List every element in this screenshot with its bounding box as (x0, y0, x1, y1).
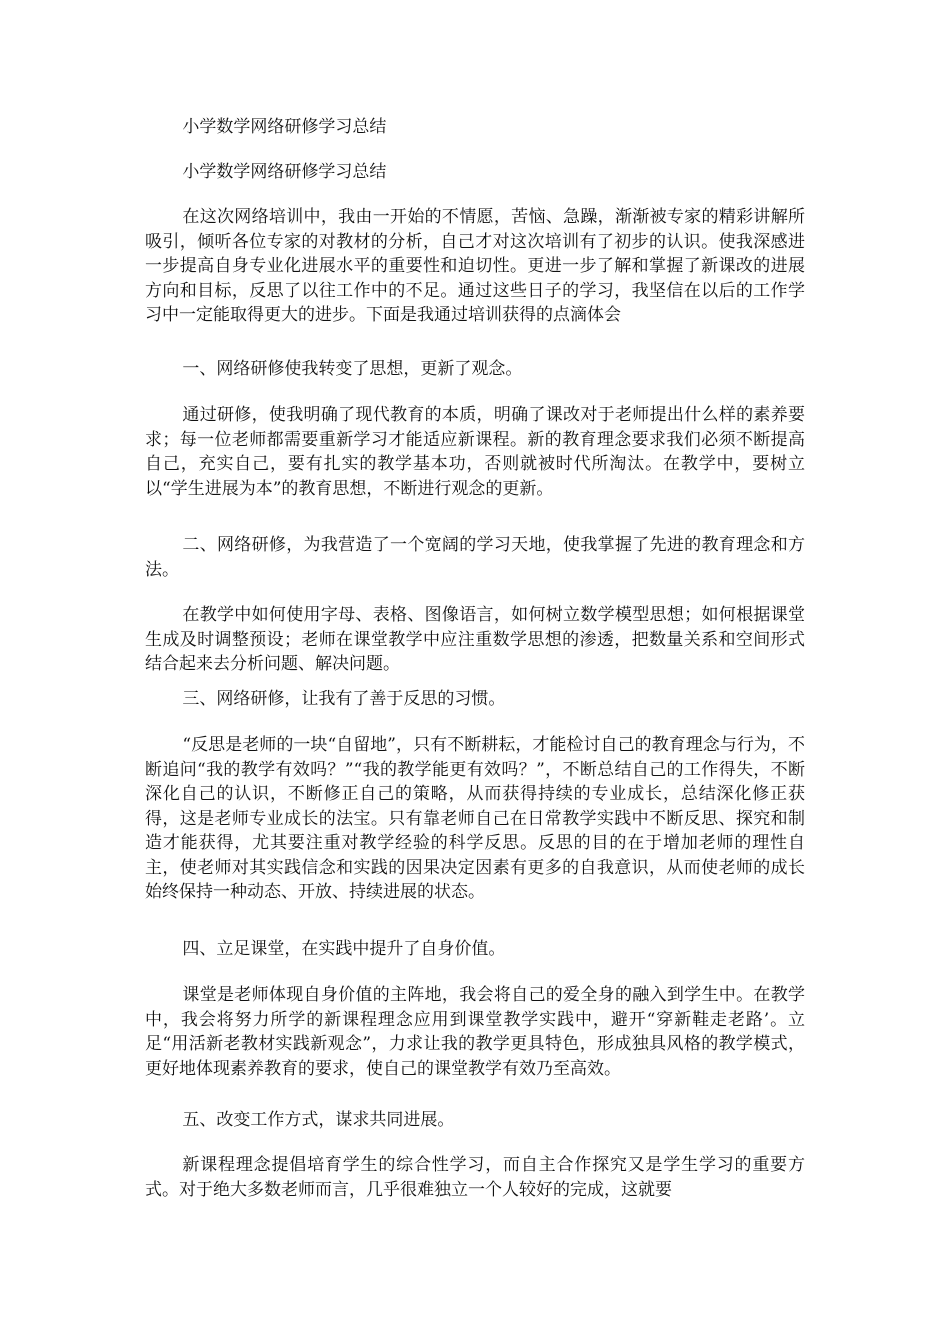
section-heading-2: 二、网络研修，为我营造了一个宽阔的学习天地，使我掌握了先进的教育理念和方法。 (145, 535, 805, 580)
section-heading-3: 三、网络研修，让我有了善于反思的习惯。 (182, 689, 506, 709)
document-subtitle: 小学数学网络研修学习总结 (182, 162, 387, 182)
paragraph-intro: 在这次网络培训中，我由一开始的不情愿，苦恼、急躁，渐渐被专家的精彩讲解所吸引，倾听各位专家的对教材的分析，自己才对这次培训有了初步的认识。使我深感进一步提高自身专业化进展水平的重要性和迫切性。更进一步了解和掌握了新课改的进展方向和目标，反思了以往工作中的不足。通过这些日子的学习，我坚信在以后的工作学习中一定能取得更大的进步。下面是我通过培训获得的点滴体会 (145, 207, 805, 325)
document-title: 小学数学网络研修学习总结 (182, 117, 387, 137)
section-heading-4: 四、立足课堂，在实践中提升了自身价值。 (182, 939, 506, 959)
paragraph-section-4: 课堂是老师体现自身价值的主阵地，我会将自己的爱全身的融入到学生中。在教学中，我会将努力所学的新课程理念应用到课堂教学实践中，避开“穿新鞋走老路’。立足“用活新老教材实践新观念”，力求让我的教学更具特色，形成独具风格的教学模式，更好地体现素养教育的要求，使自己的课堂教学有效乃至高效。 (145, 985, 805, 1079)
paragraph-section-1: 通过研修，使我明确了现代教育的本质，明确了课改对于老师提出什么样的素养要求；每一位老师都需要重新学习才能适应新课程。新的教育理念要求我们必须不断提高自己，充实自己，要有扎实的教学基本功，否则就被时代所淘汰。在教学中，要树立以“学生进展为本”的教育思想，不断进行观念的更新。 (145, 405, 805, 499)
section-heading-1: 一、网络研修使我转变了思想，更新了观念。 (182, 359, 523, 379)
paragraph-section-2: 在教学中如何使用字母、表格、图像语言，如何树立数学模型思想；如何根据课堂生成及时调整预设；老师在课堂教学中应注重数学思想的渗透，把数量关系和空间形式结合起来去分析问题、解决问题。 (145, 605, 805, 674)
section-heading-5: 五、改变工作方式，谋求共同进展。 (182, 1110, 455, 1130)
paragraph-section-5: 新课程理念提倡培育学生的综合性学习，而自主合作探究又是学生学习的重要方式。对于绝大多数老师而言，几乎很难独立一个人较好的完成，这就要 (145, 1155, 805, 1200)
paragraph-section-3: “反思是老师的一块“自留地”，只有不断耕耘，才能检讨自己的教育理念与行为，不断追问“我的教学有效吗？”“我的教学能更有效吗？”，不断总结自己的工作得失，不断深化自己的认识，不断修正自己的策略，从而获得持续的专业成长，总结深化修正获得，这是老师专业成长的法宝。只有靠老师自己在日常教学实践中不断反思、探究和制造才能获得，尤其要注重对教学经验的科学反思。反思的目的在于增加老师的理性自主，使老师对其实践信念和实践的因果决定因素有更多的自我意识，从而使老师的成长始终保持一种动态、开放、持续进展的状态。 (145, 735, 805, 902)
